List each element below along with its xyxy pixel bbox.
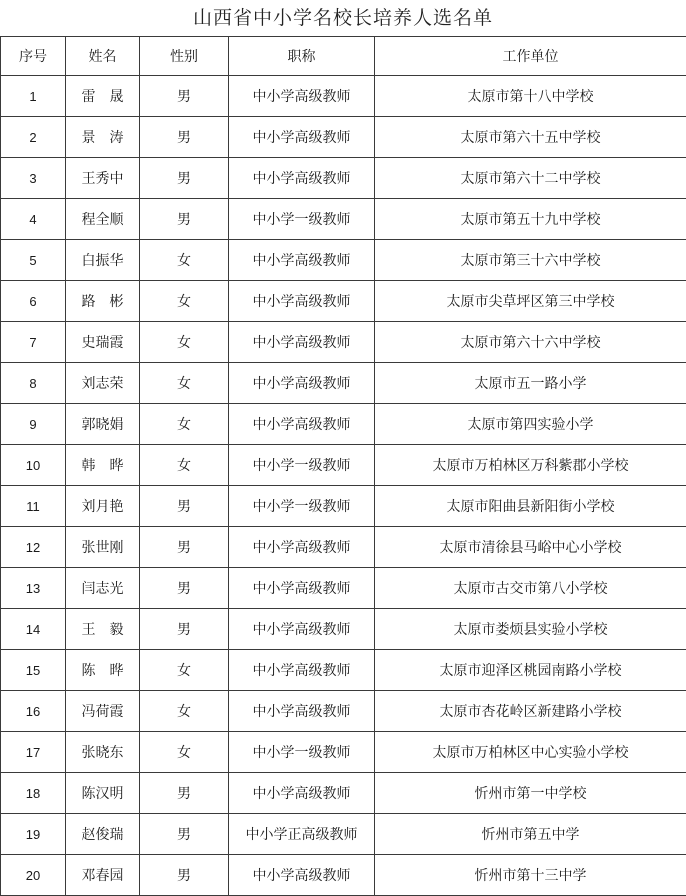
cell-rank: 中小学高级教师 [229, 855, 375, 896]
header-serial: 序号 [1, 37, 66, 76]
cell-serial: 13 [1, 568, 66, 609]
table-row [1, 240, 686, 281]
header-rank: 职称 [229, 37, 375, 76]
cell-serial: 18 [1, 773, 66, 814]
cell-name: 张世刚 [66, 527, 140, 568]
cell-gender: 男 [140, 609, 229, 650]
cell-workplace: 太原市杏花岭区新建路小学校 [375, 691, 686, 732]
table-row [1, 445, 686, 486]
cell-gender: 男 [140, 486, 229, 527]
table-row [1, 650, 686, 691]
cell-gender: 女 [140, 445, 229, 486]
cell-workplace: 忻州市第十三中学 [375, 855, 686, 896]
table-row [1, 322, 686, 363]
cell-serial: 10 [1, 445, 66, 486]
cell-rank: 中小学高级教师 [229, 240, 375, 281]
document-title: 山西省中小学名校长培养人选名单 [0, 0, 686, 36]
cell-gender: 男 [140, 814, 229, 855]
cell-gender: 男 [140, 855, 229, 896]
table-row [1, 199, 686, 240]
cell-name: 刘月艳 [66, 486, 140, 527]
cell-rank: 中小学高级教师 [229, 691, 375, 732]
cell-serial: 6 [1, 281, 66, 322]
cell-workplace: 太原市第四实验小学 [375, 404, 686, 445]
cell-workplace: 太原市尖草坪区第三中学校 [375, 281, 686, 322]
cell-gender: 男 [140, 158, 229, 199]
cell-name: 王 毅 [66, 609, 140, 650]
cell-workplace: 太原市第五十九中学校 [375, 199, 686, 240]
cell-workplace: 太原市万柏林区万科紫郡小学校 [375, 445, 686, 486]
table-row [1, 568, 686, 609]
cell-gender: 男 [140, 527, 229, 568]
cell-name: 张晓东 [66, 732, 140, 773]
cell-workplace: 太原市清徐县马峪中心小学校 [375, 527, 686, 568]
cell-rank: 中小学高级教师 [229, 363, 375, 404]
table-row [1, 773, 686, 814]
cell-serial: 4 [1, 199, 66, 240]
table-header-row [1, 37, 686, 76]
cell-name: 陈汉明 [66, 773, 140, 814]
cell-rank: 中小学一级教师 [229, 199, 375, 240]
cell-rank: 中小学高级教师 [229, 527, 375, 568]
cell-gender: 女 [140, 732, 229, 773]
cell-serial: 3 [1, 158, 66, 199]
cell-serial: 7 [1, 322, 66, 363]
cell-gender: 女 [140, 363, 229, 404]
cell-gender: 男 [140, 76, 229, 117]
cell-serial: 19 [1, 814, 66, 855]
cell-name: 闫志光 [66, 568, 140, 609]
cell-serial: 5 [1, 240, 66, 281]
cell-workplace: 太原市第六十五中学校 [375, 117, 686, 158]
table-row [1, 363, 686, 404]
cell-serial: 16 [1, 691, 66, 732]
table-row [1, 404, 686, 445]
cell-rank: 中小学高级教师 [229, 568, 375, 609]
cell-rank: 中小学高级教师 [229, 117, 375, 158]
table-row [1, 609, 686, 650]
table-row [1, 486, 686, 527]
cell-name: 景 涛 [66, 117, 140, 158]
cell-name: 邓春园 [66, 855, 140, 896]
cell-name: 白振华 [66, 240, 140, 281]
cell-workplace: 太原市第六十六中学校 [375, 322, 686, 363]
cell-serial: 11 [1, 486, 66, 527]
cell-workplace: 太原市阳曲县新阳街小学校 [375, 486, 686, 527]
cell-gender: 女 [140, 404, 229, 445]
table-body [1, 76, 686, 896]
cell-serial: 1 [1, 76, 66, 117]
cell-serial: 20 [1, 855, 66, 896]
cell-name: 史瑞霞 [66, 322, 140, 363]
cell-rank: 中小学高级教师 [229, 322, 375, 363]
cell-name: 程全顺 [66, 199, 140, 240]
table-row [1, 527, 686, 568]
cell-workplace: 太原市古交市第八小学校 [375, 568, 686, 609]
cell-serial: 12 [1, 527, 66, 568]
header-gender: 性别 [140, 37, 229, 76]
cell-name: 冯荷霞 [66, 691, 140, 732]
cell-gender: 女 [140, 650, 229, 691]
cell-workplace: 忻州市第五中学 [375, 814, 686, 855]
table-row [1, 814, 686, 855]
table-row [1, 732, 686, 773]
table-row [1, 76, 686, 117]
cell-rank: 中小学一级教师 [229, 486, 375, 527]
cell-name: 赵俊瑞 [66, 814, 140, 855]
cell-workplace: 太原市迎泽区桃园南路小学校 [375, 650, 686, 691]
cell-name: 韩 晔 [66, 445, 140, 486]
cell-gender: 女 [140, 281, 229, 322]
table-row [1, 158, 686, 199]
cell-rank: 中小学一级教师 [229, 732, 375, 773]
cell-workplace: 太原市万柏林区中心实验小学校 [375, 732, 686, 773]
table-row [1, 855, 686, 896]
cell-workplace: 太原市第三十六中学校 [375, 240, 686, 281]
cell-name: 路 彬 [66, 281, 140, 322]
cell-name: 刘志荣 [66, 363, 140, 404]
cell-serial: 2 [1, 117, 66, 158]
cell-rank: 中小学一级教师 [229, 445, 375, 486]
cell-gender: 男 [140, 117, 229, 158]
cell-gender: 女 [140, 240, 229, 281]
cell-gender: 女 [140, 322, 229, 363]
cell-rank: 中小学高级教师 [229, 76, 375, 117]
cell-gender: 男 [140, 568, 229, 609]
table-row [1, 281, 686, 322]
cell-name: 郭晓娟 [66, 404, 140, 445]
cell-rank: 中小学高级教师 [229, 773, 375, 814]
cell-rank: 中小学高级教师 [229, 281, 375, 322]
cell-rank: 中小学正高级教师 [229, 814, 375, 855]
cell-rank: 中小学高级教师 [229, 158, 375, 199]
cell-rank: 中小学高级教师 [229, 404, 375, 445]
cell-serial: 9 [1, 404, 66, 445]
cell-workplace: 忻州市第一中学校 [375, 773, 686, 814]
table-row [1, 691, 686, 732]
header-name: 姓名 [66, 37, 140, 76]
cell-serial: 15 [1, 650, 66, 691]
cell-gender: 男 [140, 199, 229, 240]
cell-name: 雷 晟 [66, 76, 140, 117]
cell-name: 王秀中 [66, 158, 140, 199]
cell-gender: 女 [140, 691, 229, 732]
cell-rank: 中小学高级教师 [229, 650, 375, 691]
cell-serial: 8 [1, 363, 66, 404]
cell-workplace: 太原市第十八中学校 [375, 76, 686, 117]
cell-gender: 男 [140, 773, 229, 814]
table-row [1, 117, 686, 158]
cell-rank: 中小学高级教师 [229, 609, 375, 650]
cell-serial: 14 [1, 609, 66, 650]
cell-name: 陈 晔 [66, 650, 140, 691]
cell-workplace: 太原市娄烦县实验小学校 [375, 609, 686, 650]
cell-workplace: 太原市第六十二中学校 [375, 158, 686, 199]
roster-table [0, 36, 686, 896]
cell-workplace: 太原市五一路小学 [375, 363, 686, 404]
cell-serial: 17 [1, 732, 66, 773]
header-workplace: 工作单位 [375, 37, 686, 76]
